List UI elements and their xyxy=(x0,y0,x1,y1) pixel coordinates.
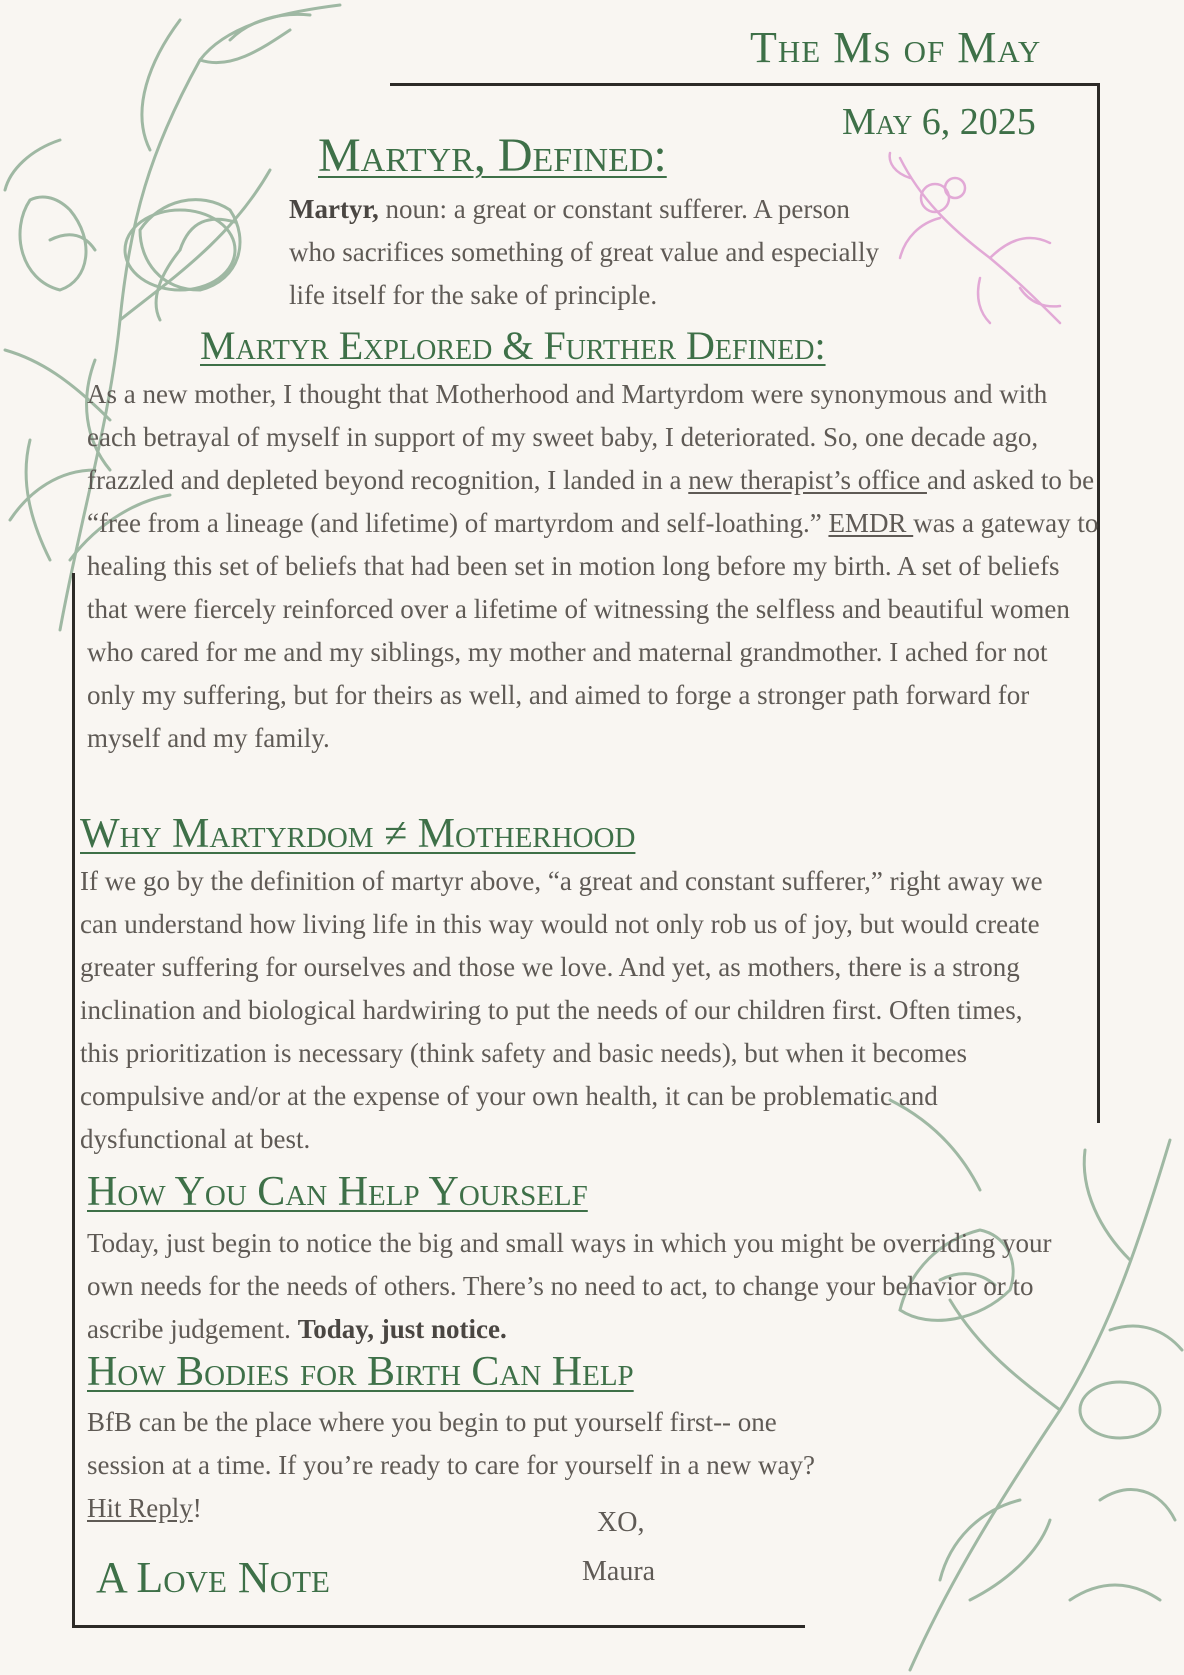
newsletter-date: May 6, 2025 xyxy=(842,101,1036,143)
definition-paragraph xyxy=(289,188,1009,317)
definition-term: Martyr, xyxy=(289,194,379,224)
heading-help-yourself: How You Can Help Yourself xyxy=(87,1169,588,1215)
explored-text-3: was a gateway to healing this set of beliefs that had been set in motion long before my birth. A set of beliefs that were fiercely reinforced over a lifetime of witnessing the selfless and beautiful women who cared for me and my siblings, my mother and maternal grandmother. I ached for not only my suffering, but for theirs as well, and aimed to forge a stronger path forward for myself and my family. xyxy=(87,508,1099,753)
signoff-name: Maura xyxy=(582,1556,656,1587)
signoff-xo: XO, xyxy=(597,1507,645,1538)
heading-why-martyrdom: Why Martyrdom ≠ Motherhood xyxy=(80,811,636,857)
floral-bottom-right-illustration xyxy=(870,1080,1184,1675)
frame-top-line xyxy=(390,83,1100,86)
explored-text-1: As a new mother, I thought that Motherhood and Martyrdom were synonymous and with each betrayal of myself in support of my sweet baby, I deteriorated. So, one decade ago, frazzled and depleted beyond recognition, I landed in a xyxy=(87,379,1048,495)
definition-line-1: noun: a great or constant sufferer. A person xyxy=(378,194,850,224)
heading-martyr-defined: Martyr, Defined: xyxy=(318,129,667,182)
help-yourself-text: Today, just begin to notice the big and small ways in which you might be overriding your own needs for the needs of others. There’s no need to act, to change your behavior or to ascribe judgement. xyxy=(87,1228,1052,1344)
bfb-text-end: ! xyxy=(192,1493,202,1523)
frame-left-line xyxy=(72,573,75,1628)
explored-text-2: and asked to be “free from a lineage (and lifetime) of martyrdom and self-loathing.” xyxy=(87,465,1095,538)
new-therapist-office-link[interactable]: new therapist’s office xyxy=(688,465,927,495)
help-yourself-paragraph xyxy=(87,1222,1067,1351)
bfb-text: BfB can be the place where you begin to put yourself first-- one session at a time. If you’re ready to care for yourself in a new way? xyxy=(87,1407,815,1480)
explored-paragraph xyxy=(87,373,1099,760)
love-note-label: A Love Note xyxy=(96,1553,330,1602)
heading-bfb-help: How Bodies for Birth Can Help xyxy=(87,1349,634,1395)
hit-reply-link[interactable]: Hit Reply xyxy=(87,1493,193,1523)
definition-line-2: who sacrifices something of great value and especially xyxy=(289,237,880,267)
bfb-paragraph xyxy=(87,1401,847,1530)
emdr-link[interactable]: EMDR xyxy=(828,508,914,538)
why-paragraph: If we go by the definition of martyr above, “a great and constant sufferer,” right away we can understand how living life in this way would not only rob us of joy, but would create greater suffering for ourselves and those we love. And yet, as mothers, there is a strong inclination and biological hardwiring to put the needs of our children first. Often times, this prioritization is necessary (think safety and basic needs), but when it becomes compulsive and/or at the expense of your own health, it can be problematic and dysfunctional at best. xyxy=(80,866,1043,1154)
frame-bottom-line xyxy=(72,1625,805,1628)
newsletter-masthead: The Ms of May xyxy=(750,23,1042,72)
help-yourself-emphasis: Today, just notice. xyxy=(297,1314,507,1344)
definition-line-3: life itself for the sake of principle. xyxy=(289,280,658,310)
heading-martyr-explored: Martyr Explored & Further Defined: xyxy=(200,323,826,368)
